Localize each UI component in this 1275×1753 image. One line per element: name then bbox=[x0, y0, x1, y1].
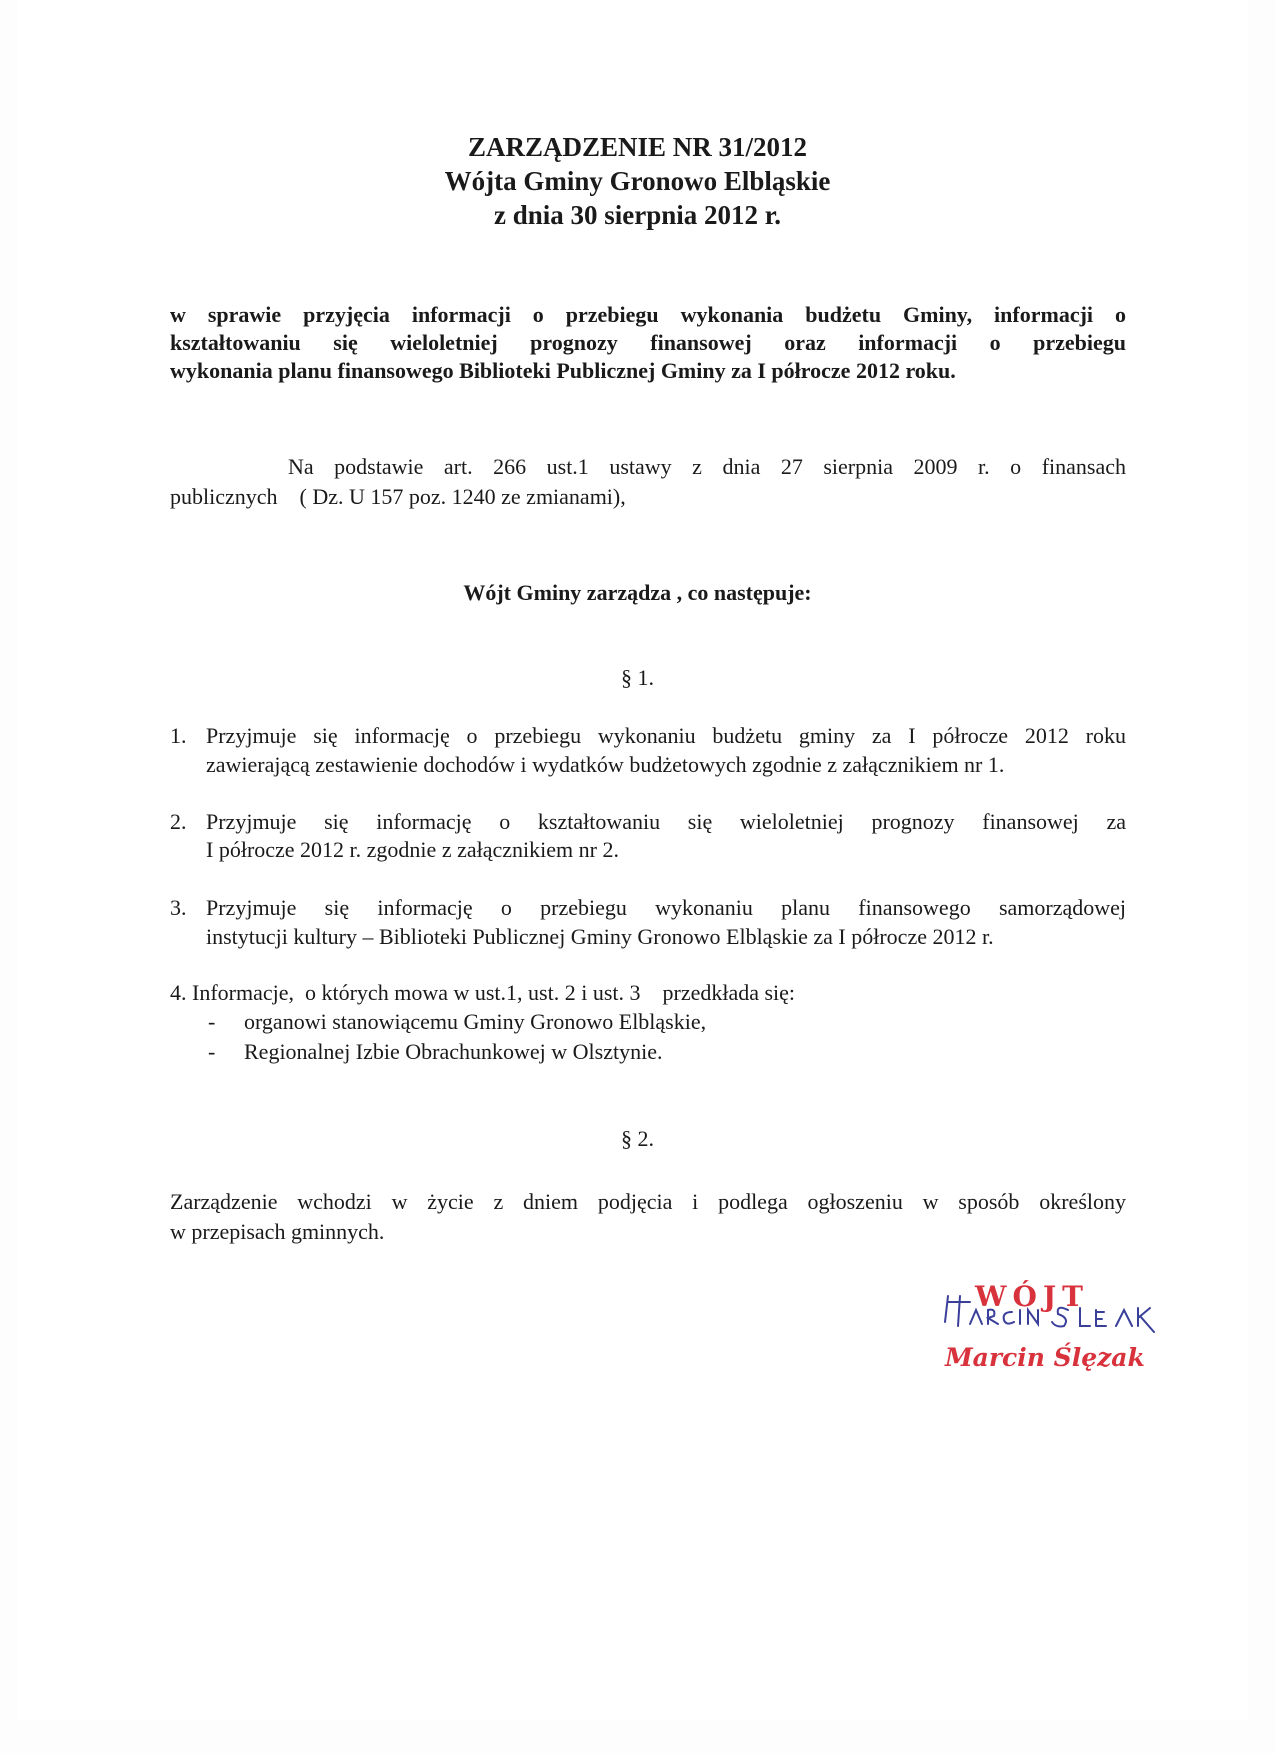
bullet-item: Regionalnej Izbie Obrachunkowej w Olsztynie. bbox=[244, 1039, 663, 1064]
bullet-mark: - bbox=[208, 1009, 216, 1034]
item-line: Przyjmuje się informację o kształtowaniu się wieloletniej prognozy finansowej za bbox=[206, 809, 1126, 834]
handwritten-signature bbox=[940, 1282, 1180, 1342]
item-line: zawierającą zestawienie dochodów i wydatków budżetowych zgodnie z załącznikiem nr 1. bbox=[206, 752, 1005, 777]
section-2-line: w przepisach gminnych. bbox=[170, 1219, 385, 1244]
section-2-heading: § 2. bbox=[621, 1126, 654, 1151]
stamp-title: WÓJT bbox=[975, 1280, 1089, 1313]
item-line: I półrocze 2012 r. zgodnie z załącznikiem nr 2. bbox=[206, 837, 619, 862]
bullet-mark: - bbox=[208, 1039, 216, 1064]
title-line: ZARZĄDZENIE NR 31/2012 bbox=[467, 132, 808, 162]
document-page bbox=[18, 0, 1248, 1720]
subject-line: w sprawie przyjęcia informacji o przebiegu wykonania budżetu Gminy, informacji o bbox=[170, 302, 1126, 327]
subject-line: kształtowaniu się wieloletniej prognozy finansowej oraz informacji o przebiegu bbox=[170, 330, 1126, 355]
subject-line: wykonania planu finansowego Biblioteki Publicznej Gminy za I półrocze 2012 roku. bbox=[170, 358, 956, 383]
item-number: 1. bbox=[170, 723, 187, 748]
item-line: instytucji kultury – Biblioteki Publicznej Gminy Gronowo Elbląskie za I półrocze 2012 r. bbox=[206, 924, 994, 949]
document-title bbox=[0, 130, 1275, 232]
legal-basis-line: Na podstawie art. 266 ust.1 ustawy z dnia 27 sierpnia 2009 r. o finansach bbox=[288, 454, 1126, 479]
item-line: Przyjmuje się informację o przebiegu wykonaniu budżetu gminy za I półrocze 2012 roku bbox=[206, 723, 1126, 748]
title-line: z dnia 30 sierpnia 2012 r. bbox=[493, 200, 782, 230]
section-1-heading: § 1. bbox=[621, 665, 654, 690]
item-number: 3. bbox=[170, 895, 187, 920]
item-number: 2. bbox=[170, 809, 187, 834]
stamp-name: Marcin Ślęzak bbox=[945, 1343, 1145, 1372]
title-line: Wójta Gminy Gronowo Elbląskie bbox=[444, 166, 831, 196]
bullet-item: organowi stanowiącemu Gminy Gronowo Elbląskie, bbox=[244, 1009, 707, 1034]
item-line: Przyjmuje się informację o przebiegu wykonaniu planu finansowego samorządowej bbox=[206, 895, 1126, 920]
decree-heading: Wójt Gminy zarządza , co następuje: bbox=[463, 580, 812, 605]
item-4-text: 4. Informacje, o których mowa w ust.1, ust. 2 i ust. 3 przedkłada się: bbox=[170, 980, 796, 1005]
legal-basis-line: publicznych ( Dz. U 157 poz. 1240 ze zmianami), bbox=[170, 484, 626, 509]
section-2-line: Zarządzenie wchodzi w życie z dniem podjęcia i podlega ogłoszeniu w sposób określony bbox=[170, 1189, 1126, 1214]
